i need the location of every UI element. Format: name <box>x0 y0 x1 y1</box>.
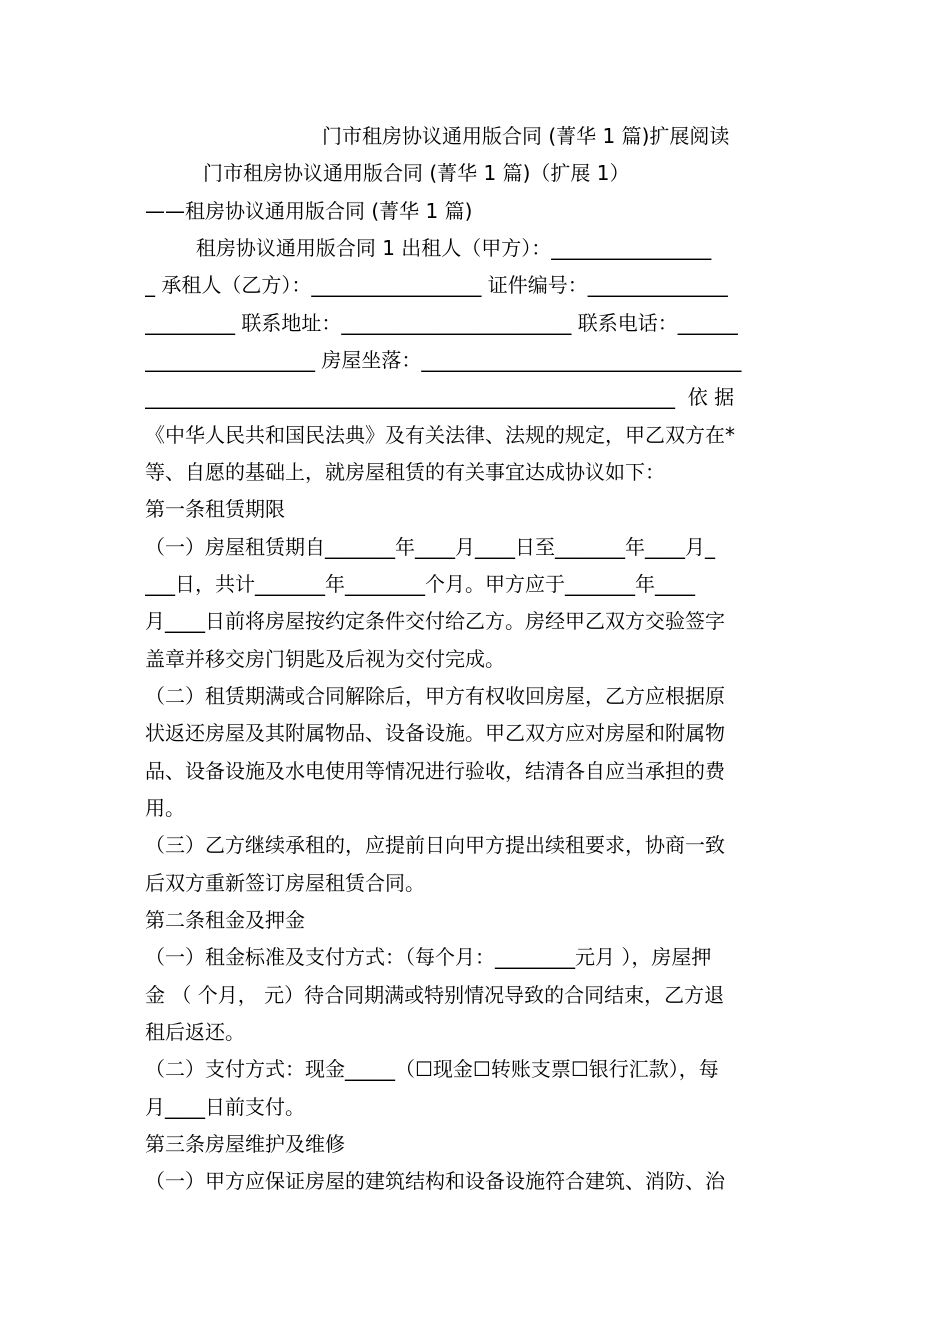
body-line: 金 （ 个月， 元）待合同期满或特别情况导致的合同结束，乙方退 <box>145 983 725 1007</box>
article-heading: 第三条房屋维护及维修 <box>145 1132 345 1156</box>
body-line: _ 承租人（乙方）：_________________ 证件编号：______________ <box>145 273 728 297</box>
body-line: （二）支付方式：现金_____（☐现金☐转账支票☐银行汇款），每 <box>145 1057 719 1081</box>
body-line: （二）租赁期满或合同解除后，甲方有权收回房屋，乙方应根据原 <box>145 684 725 708</box>
body-line: （三）乙方继续承租的，应提前日向甲方提出续租要求，协商一致 <box>145 833 725 857</box>
body-line: _________________ 房屋坐落：________________________________ <box>145 348 742 372</box>
body-line: （一）租金标准及支付方式：（每个月：________元月 ），房屋押 <box>145 945 712 969</box>
body-line: （一）甲方应保证房屋的建筑结构和设备设施符合建筑、消防、治 <box>145 1169 725 1193</box>
document-subtitle: 门市租房协议通用版合同 (菁华 1 篇)（扩展 1） <box>203 161 630 185</box>
body-line: ___日，共计_______年________个月。甲方应于_______年____ <box>145 572 695 596</box>
body-line: 月____日前支付。 <box>145 1095 305 1119</box>
body-line: 盖章并移交房门钥匙及后视为交付完成。 <box>145 647 505 671</box>
body-line: _____________________________________________________ 依 据 <box>145 385 735 409</box>
body-line: 品、设备设施及水电使用等情况进行验收，结清各自应当承担的费 <box>145 759 725 783</box>
body-line: 租后返还。 <box>145 1020 245 1044</box>
body-line: 月____日前将房屋按约定条件交付给乙方。房经甲乙双方交验签字 <box>145 609 725 633</box>
body-line: 状返还房屋及其附属物品、设备设施。甲乙双方应对房屋和附属物 <box>145 721 725 745</box>
section-heading: ——租房协议通用版合同 (菁华 1 篇) <box>145 199 473 223</box>
body-line: （一）房屋租赁期自_______年____月____日至_______年____月_ <box>145 535 715 559</box>
body-line: 后双方重新签订房屋租赁合同。 <box>145 871 425 895</box>
document-title: 门市租房协议通用版合同 (菁华 1 篇)扩展阅读 <box>322 124 730 148</box>
body-line: 《中华人民共和国民法典》及有关法律、法规的规定，甲乙双方在* <box>145 423 735 447</box>
article-heading: 第一条租赁期限 <box>145 497 285 521</box>
body-line: 租房协议通用版合同 1 出租人（甲方）：________________ <box>145 236 712 260</box>
body-line: 等、自愿的基础上，就房屋租赁的有关事宜达成协议如下： <box>145 460 665 484</box>
body-line: _________ 联系地址：_______________________ 联系电话：______ <box>145 311 738 335</box>
body-line: 用。 <box>145 796 185 820</box>
article-heading: 第二条租金及押金 <box>145 908 305 932</box>
